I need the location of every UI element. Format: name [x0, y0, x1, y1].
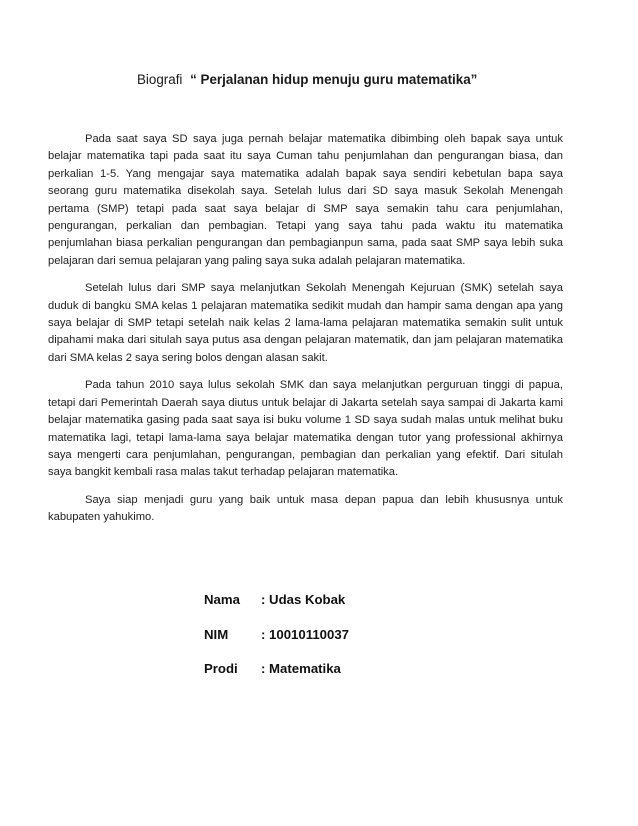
title-main: “ Perjalanan hidup menuju guru matematika”: [190, 72, 478, 87]
info-row-prodi: [204, 661, 349, 696]
info-row-name: [204, 592, 349, 627]
info-label-name: Nama: [204, 592, 240, 607]
info-value-prodi: : Matematika: [261, 661, 341, 676]
info-value-nim: : 10010110037: [261, 626, 350, 642]
title-prefix: Biografi: [137, 72, 183, 87]
info-label-prodi: Prodi: [204, 661, 238, 676]
paragraph-2: Setelah lulus dari SMP saya melanjutkan Sekolah Menengah Kejuruan (SMK) setelah saya duduk di bangku SMA kelas 1 pelajaran matematika sedikit mudah dan hampir sama dengan apa yang saya belajar di SMP tetapi setelah naik kelas 2 lama-lama pelajaran matematika semakin sulit untuk dipahami maka dari situlah saya putus asa dengan pelajaran matematik, dan jam pelajaran matematika dari SMA kelas 2 saya sering bolos dengan alasan sakit.: [48, 282, 563, 364]
info-value-name: : Udas Kobak: [261, 592, 346, 607]
info-label-nim: NIM: [204, 626, 229, 642]
paragraph-1: Pada saat saya SD saya juga pernah belajar matematika dibimbing oleh bapak saya untuk belajar matematika tapi pada saat itu saya Cuman tahu penjumlahan dan pengurangan biasa, dan perkalian 1-5. Yang mengajar saya matematika adalah bapak saya sendiri kebetulan bapa saya seorang guru matematika disekolah saya. Setelah lulus dari SD saya masuk Sekolah Menengah pertama (SMP) tetapi pada saat saya belajar di SMP saya semakin tahu cara penjumlahan, pengurangan, perkalian dan pembagian. Tetapi yang saya tahu pada waktu itu matematika penjumlahan biasa perkalian pengurangan dan pembagianpun sama, pada saat SMP saya lebih suka pelajaran dari semua pelajaran yang paling saya suka adalah pelajaran matematika.: [48, 133, 563, 267]
document-title: [137, 72, 477, 87]
info-row-nim: [204, 627, 349, 662]
paragraph-4: Saya siap menjadi guru yang baik untuk masa depan papua dan lebih khususnya untuk kabupaten yahukimo.: [48, 493, 563, 524]
document-body: [48, 131, 563, 537]
paragraph-3: Pada tahun 2010 saya lulus sekolah SMK dan saya melanjutkan perguruan tinggi di papua, tetapi dari Pemerintah Daerah saya diutus untuk belajar di Jakarta setelah saya sampai di Jakarta kami belajar matematika gasing pada saat saya isi buku volume 1 SD saya sudah malas untuk melihat buku matematika lagi, tetapi lama-lama saya belajar matematika dengan tutor yang professional akhirnya saya mengerti cara penjumlahan, pengurangan, pembagian dan perkalian yang efektif. Dari situlah saya bangkit kembali rasa malas takut terhadap pelajaran matematika.: [48, 379, 563, 479]
student-info: [204, 592, 349, 696]
